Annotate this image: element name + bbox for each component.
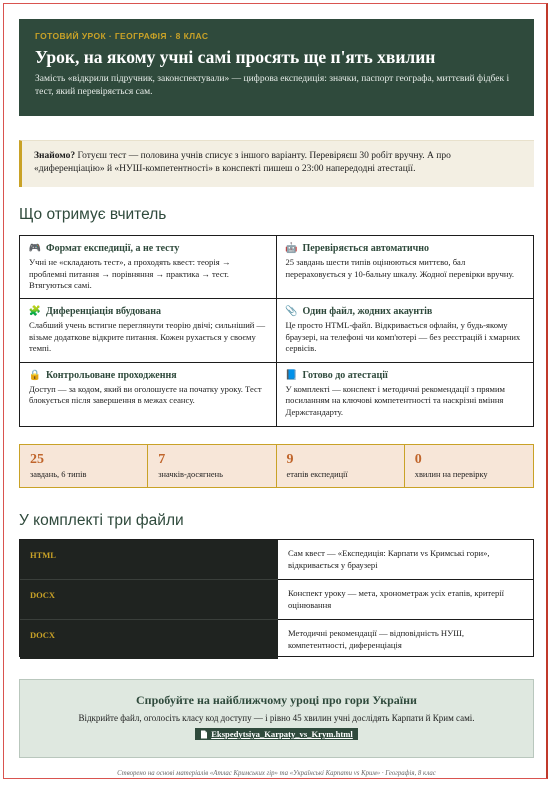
note-text: Готуєш тест — половина учнів списує з іншого варіанту. Перевіряєш 30 робіт вручну. А про «диференціацію» й «НУШ-компетентності» в конспекті пишеш о 23:00 напередодні атестації. bbox=[34, 151, 451, 174]
stat-number: 25 bbox=[30, 452, 44, 467]
feature-card bbox=[277, 299, 534, 362]
file-type: DOCX bbox=[20, 620, 278, 659]
feature-text: У комплекті — конспект і методичні рекомендації з прямим посиланням на ключові компетентності та наскрізні вміння Держстандарту. bbox=[285, 383, 505, 417]
stats-row bbox=[19, 444, 534, 488]
page-icon bbox=[200, 730, 208, 739]
file-description: Методичні рекомендації — відповідність НУШ, компетентності, диференціація bbox=[288, 628, 465, 650]
files-table bbox=[19, 539, 534, 657]
book-icon: 📘 bbox=[285, 369, 298, 381]
file-name: Ekspedytsiya_Karpaty_vs_Krym.html bbox=[211, 729, 353, 739]
feature-card bbox=[277, 363, 534, 426]
cta-text: Відкрийте файл, оголосіть класу код доступу — і рівно 45 хвилин учні дослідять Карпати й Крим самі. bbox=[78, 713, 475, 723]
stat-label: значків-досягнень bbox=[158, 470, 223, 479]
feature-text: Учні не «складають тест», а проходять квест: теорія → проблемні питання → порівняння → практика → тест. Втягуються самі. bbox=[29, 257, 231, 290]
features-heading: Що отримує вчитель bbox=[19, 206, 167, 223]
note-lead: Знайомо? bbox=[34, 151, 76, 161]
stat-number: 7 bbox=[158, 452, 166, 467]
feature-text: 25 завдань шести типів оцінюються миттєво, бал перераховується у 10-бальну шкалу. Жодної перевірки вручну. bbox=[285, 257, 515, 279]
file-type: DOCX bbox=[20, 580, 278, 620]
feature-title: Готово до атестації bbox=[302, 369, 388, 381]
puzzle-icon: 🧩 bbox=[28, 306, 42, 318]
feature-title: Диференціація вбудована bbox=[46, 306, 161, 318]
features-grid bbox=[19, 235, 534, 427]
file-description: Сам квест — «Експедиція: Карпати vs Кримські гори», відкривається у браузері bbox=[278, 540, 533, 580]
hero-subtitle: Замість «відкрили підручник, законспектували» — цифрова експедиція: значки, паспорт географа, миттєвий фідбек і тест, який перевіряється сам. bbox=[35, 74, 510, 97]
stat-label: завдань, 6 типів bbox=[30, 470, 87, 479]
call-to-action bbox=[19, 679, 534, 758]
hero-eyebrow: ГОТОВИЙ УРОК · ГЕОГРАФІЯ · 8 КЛАС bbox=[35, 31, 209, 41]
gamepad-icon: 🎮 bbox=[28, 243, 42, 254]
cta-title: Спробуйте на найближчому уроці про гори України bbox=[136, 693, 417, 707]
robot-icon: 🤖 bbox=[285, 243, 298, 254]
stat-number: 0 bbox=[414, 452, 422, 467]
feature-card bbox=[20, 299, 277, 362]
lock-icon: 🔒 bbox=[28, 369, 42, 381]
feature-text: Слабший учень встигне переглянути теорію двічі; сильніший — візьме додаткове відкрите питання. Кожен рухається у своєму темпі. bbox=[29, 320, 266, 354]
stat-label: хвилин на перевірку bbox=[414, 470, 488, 479]
feature-card bbox=[277, 236, 534, 299]
feature-text: Доступ — за кодом, який ви оголошуєте на початку уроку. Тест блокується після завершення в межах сеансу. bbox=[29, 383, 262, 406]
hero-banner bbox=[19, 19, 534, 116]
feature-text: Це просто HTML-файл. Відкривається офлайн, у будь-якому браузері, на телефоні чи комп'ютері — без реєстрацій і хмарних сервісів. bbox=[285, 320, 521, 354]
feature-title: Контрольоване проходження bbox=[46, 369, 177, 381]
footer-note: Створено на основі матеріалів «Атлас Кримських гір» та «Українські Карпати vs Крим» · Географія, 8 клас bbox=[117, 770, 436, 777]
page-title: Урок, на якому учні самі просять ще п'ять хвилин bbox=[35, 47, 436, 67]
paperclip-icon: 📎 bbox=[285, 306, 298, 318]
files-heading: У комплекті три файли bbox=[19, 512, 184, 529]
pain-point-note bbox=[19, 140, 534, 187]
stat-tile bbox=[277, 445, 405, 487]
stat-tile bbox=[405, 445, 533, 487]
feature-card bbox=[20, 363, 277, 426]
file-type: HTML bbox=[20, 540, 278, 580]
stat-tile bbox=[20, 445, 148, 487]
stat-number: 9 bbox=[286, 452, 294, 467]
feature-title: Один файл, жодних акаунтів bbox=[302, 306, 433, 318]
stat-label: етапів експедиції bbox=[286, 470, 348, 479]
file-download-link[interactable] bbox=[195, 728, 358, 740]
stat-tile bbox=[148, 445, 276, 487]
feature-card bbox=[20, 236, 277, 299]
feature-title: Формат експедиції, а не тесту bbox=[46, 243, 180, 254]
file-description: Конспект уроку — мета, хронометраж усіх етапів, критерії оцінювання bbox=[278, 580, 533, 620]
document-page bbox=[3, 3, 548, 779]
feature-title: Перевіряється автоматично bbox=[302, 243, 430, 254]
